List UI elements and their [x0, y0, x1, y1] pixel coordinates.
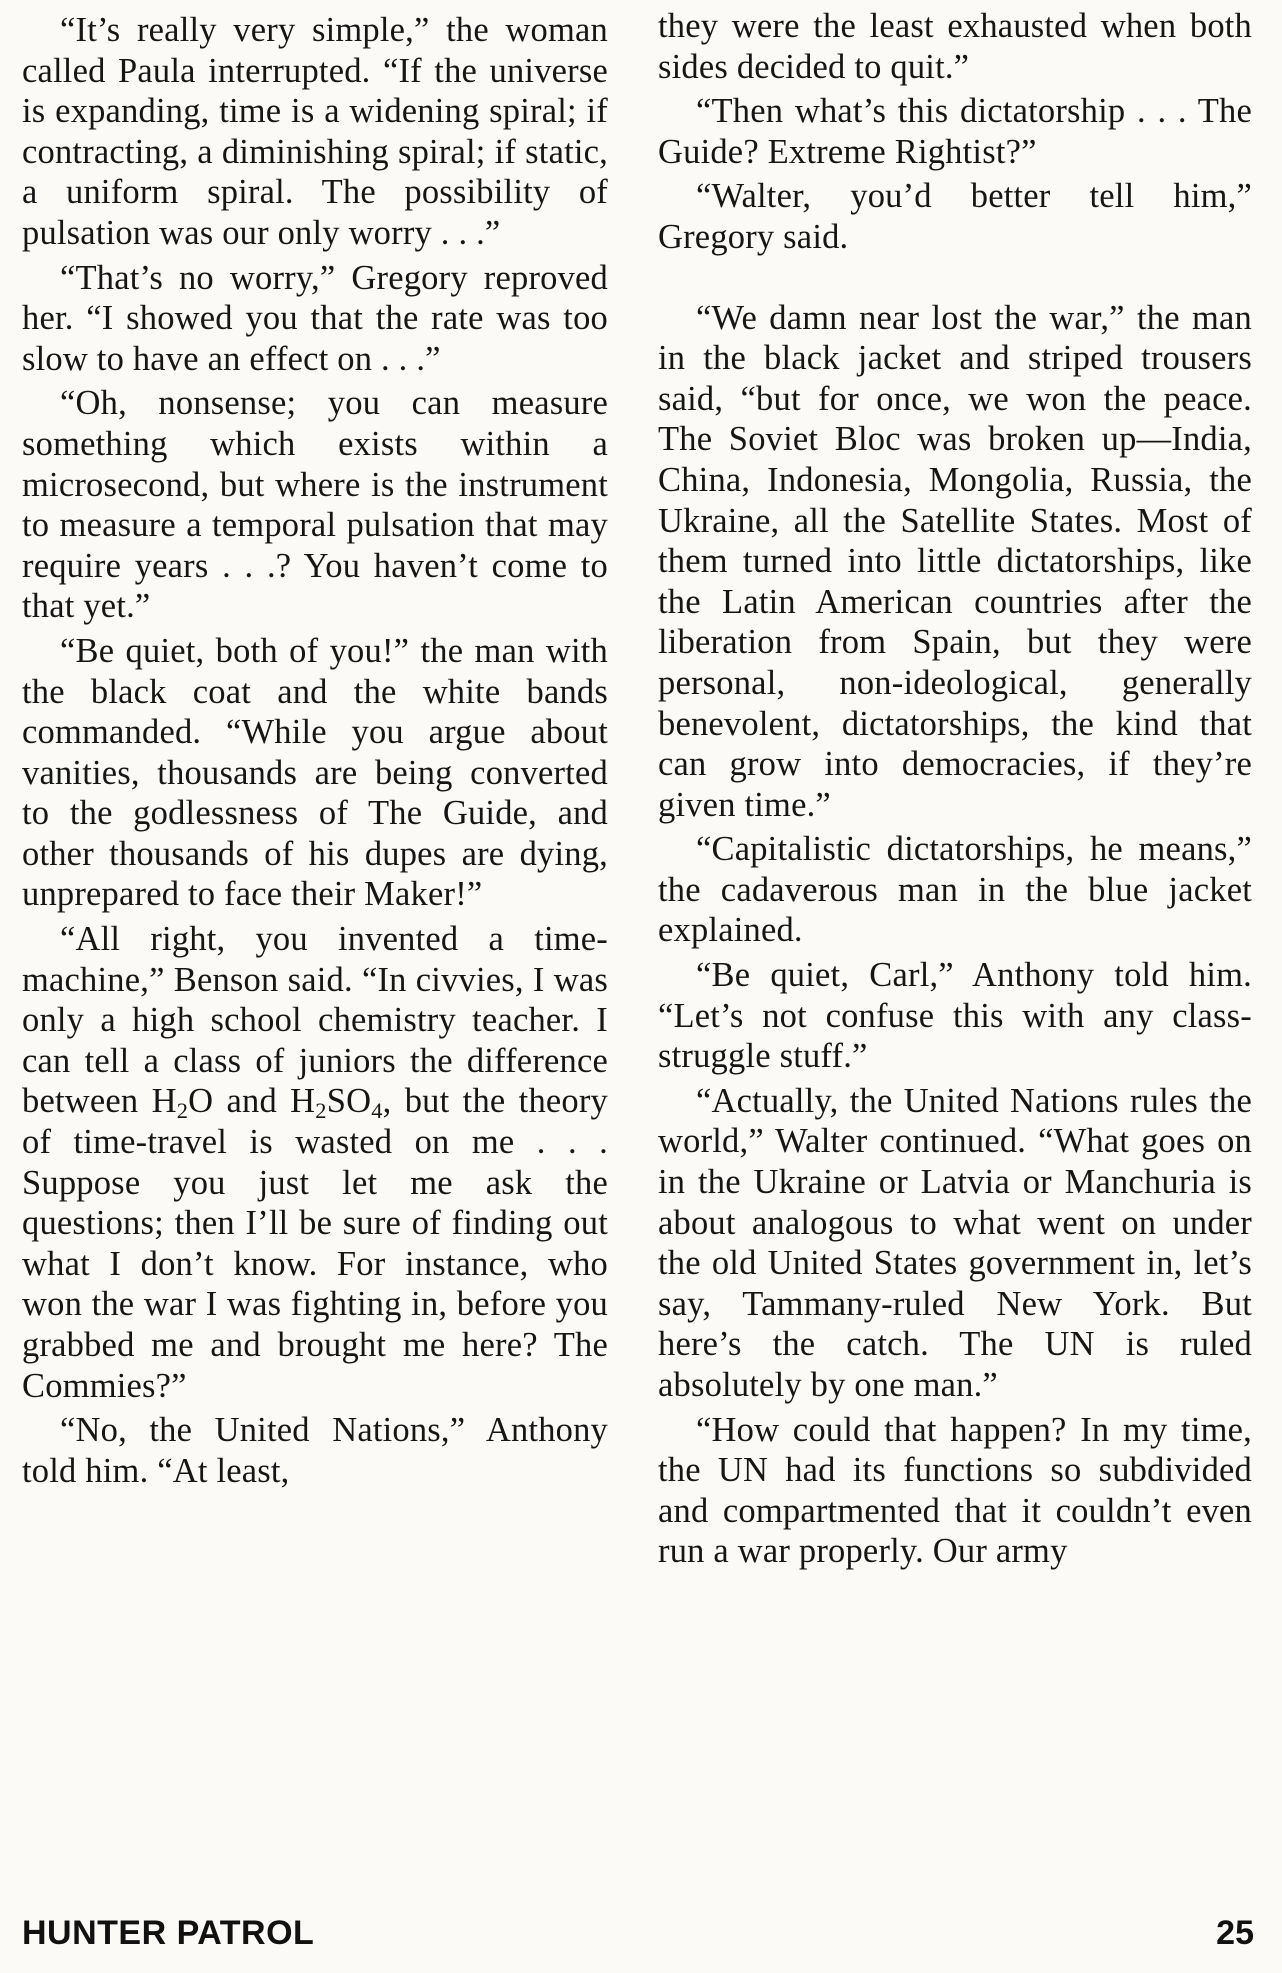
paragraph-text: “All right, you invented a time-machine,” Benson said. “In civvies, I was only a high school chemistry teacher. I can tell a class of juniors the difference between H: [22, 920, 608, 1121]
paragraph: “We damn near lost the war,” the man in the black jacket and striped trousers said, “but for once, we won the peace. The Soviet Bloc was broken up—India, China, Indonesia, Mongolia, Russia, the Ukraine, all the Satellite States. Most of them turned into little dictatorships, like the Latin American countries after the liberation from Spain, but they were personal, non-ideological, generally benevolent, dictatorships, the kind that can grow into democracies, if they’re given time.”: [658, 298, 1252, 824]
paragraph-text: O and H: [188, 1082, 316, 1121]
page-number: 25: [1216, 1914, 1254, 1952]
paragraph: “Capitalistic dictatorships, he means,” the cadaverous man in the blue jacket explained.: [658, 830, 1252, 950]
paragraph-text: SO: [326, 1082, 372, 1121]
chemistry-paragraph: [22, 919, 608, 1406]
paragraph: “That’s no worry,” Gregory reproved her. “I showed you that the rate was too slow to have an effect on . . .”: [22, 258, 608, 378]
right-text-column: [658, 6, 1252, 1576]
paragraph: “Actually, the United Nations rules the world,” Walter continued. “What goes on in the Ukraine or Latvia or Manchuria is about analogous to what went on under the old United States government in, let’s say, Tammany-ruled New York. But here’s the catch. The UN is ruled absolutely by one man.”: [658, 1081, 1252, 1404]
subscript: 2: [315, 1098, 327, 1124]
paragraph: “How could that happen? In my time, the UN had its functions so subdivided and compartmented that it couldn’t even run a war properly. Our army: [658, 1410, 1252, 1571]
paragraph: “Be quiet, Carl,” Anthony told him. “Let’s not confuse this with any class-struggle stuff.”: [658, 956, 1252, 1076]
paragraph: “No, the United Nations,” Anthony told him. “At least,: [22, 1411, 608, 1490]
paragraph: “Oh, nonsense; you can measure something which exists within a microsecond, but where is the instrument to measure a temporal pulsation that may require years . . .? You haven’t come to that yet.”: [22, 384, 608, 626]
paragraph: “Be quiet, both of you!” the man with the black coat and the white bands commanded. “While you argue about vanities, thousands are being converted to the godlessness of The Guide, and other thousands of his dupes are dying, unprepared to face their Maker!”: [22, 631, 608, 914]
subscript: 4: [371, 1098, 383, 1124]
paragraph-text: , but the theory of time-travel is wasted on me . . . Suppose you just let me ask the questions; then I’ll be sure of finding out what I don’t know. For instance, who won the war I was fighting in, before you grabbed me and brought me here? The Commies?”: [22, 1082, 608, 1405]
running-title: HUNTER PATROL: [22, 1914, 315, 1952]
page-footer: [22, 1914, 1254, 1958]
paragraph: “Walter, you’d better tell him,” Gregory said.: [658, 177, 1252, 256]
left-text-column: [22, 10, 608, 1495]
subscript: 2: [176, 1098, 189, 1124]
paragraph: “It’s really very simple,” the woman called Paula interrupted. “If the universe is expanding, time is a widening spiral; if contracting, a diminishing spiral; if static, a uniform spiral. The possibility of pulsation was our only worry . . .”: [22, 11, 608, 252]
continued-paragraph: they were the least exhausted when both sides decided to quit.”: [658, 7, 1252, 86]
paragraph: “Then what’s this dictatorship . . . The Guide? Extreme Rightist?”: [658, 92, 1252, 171]
section-break: [658, 262, 1252, 298]
